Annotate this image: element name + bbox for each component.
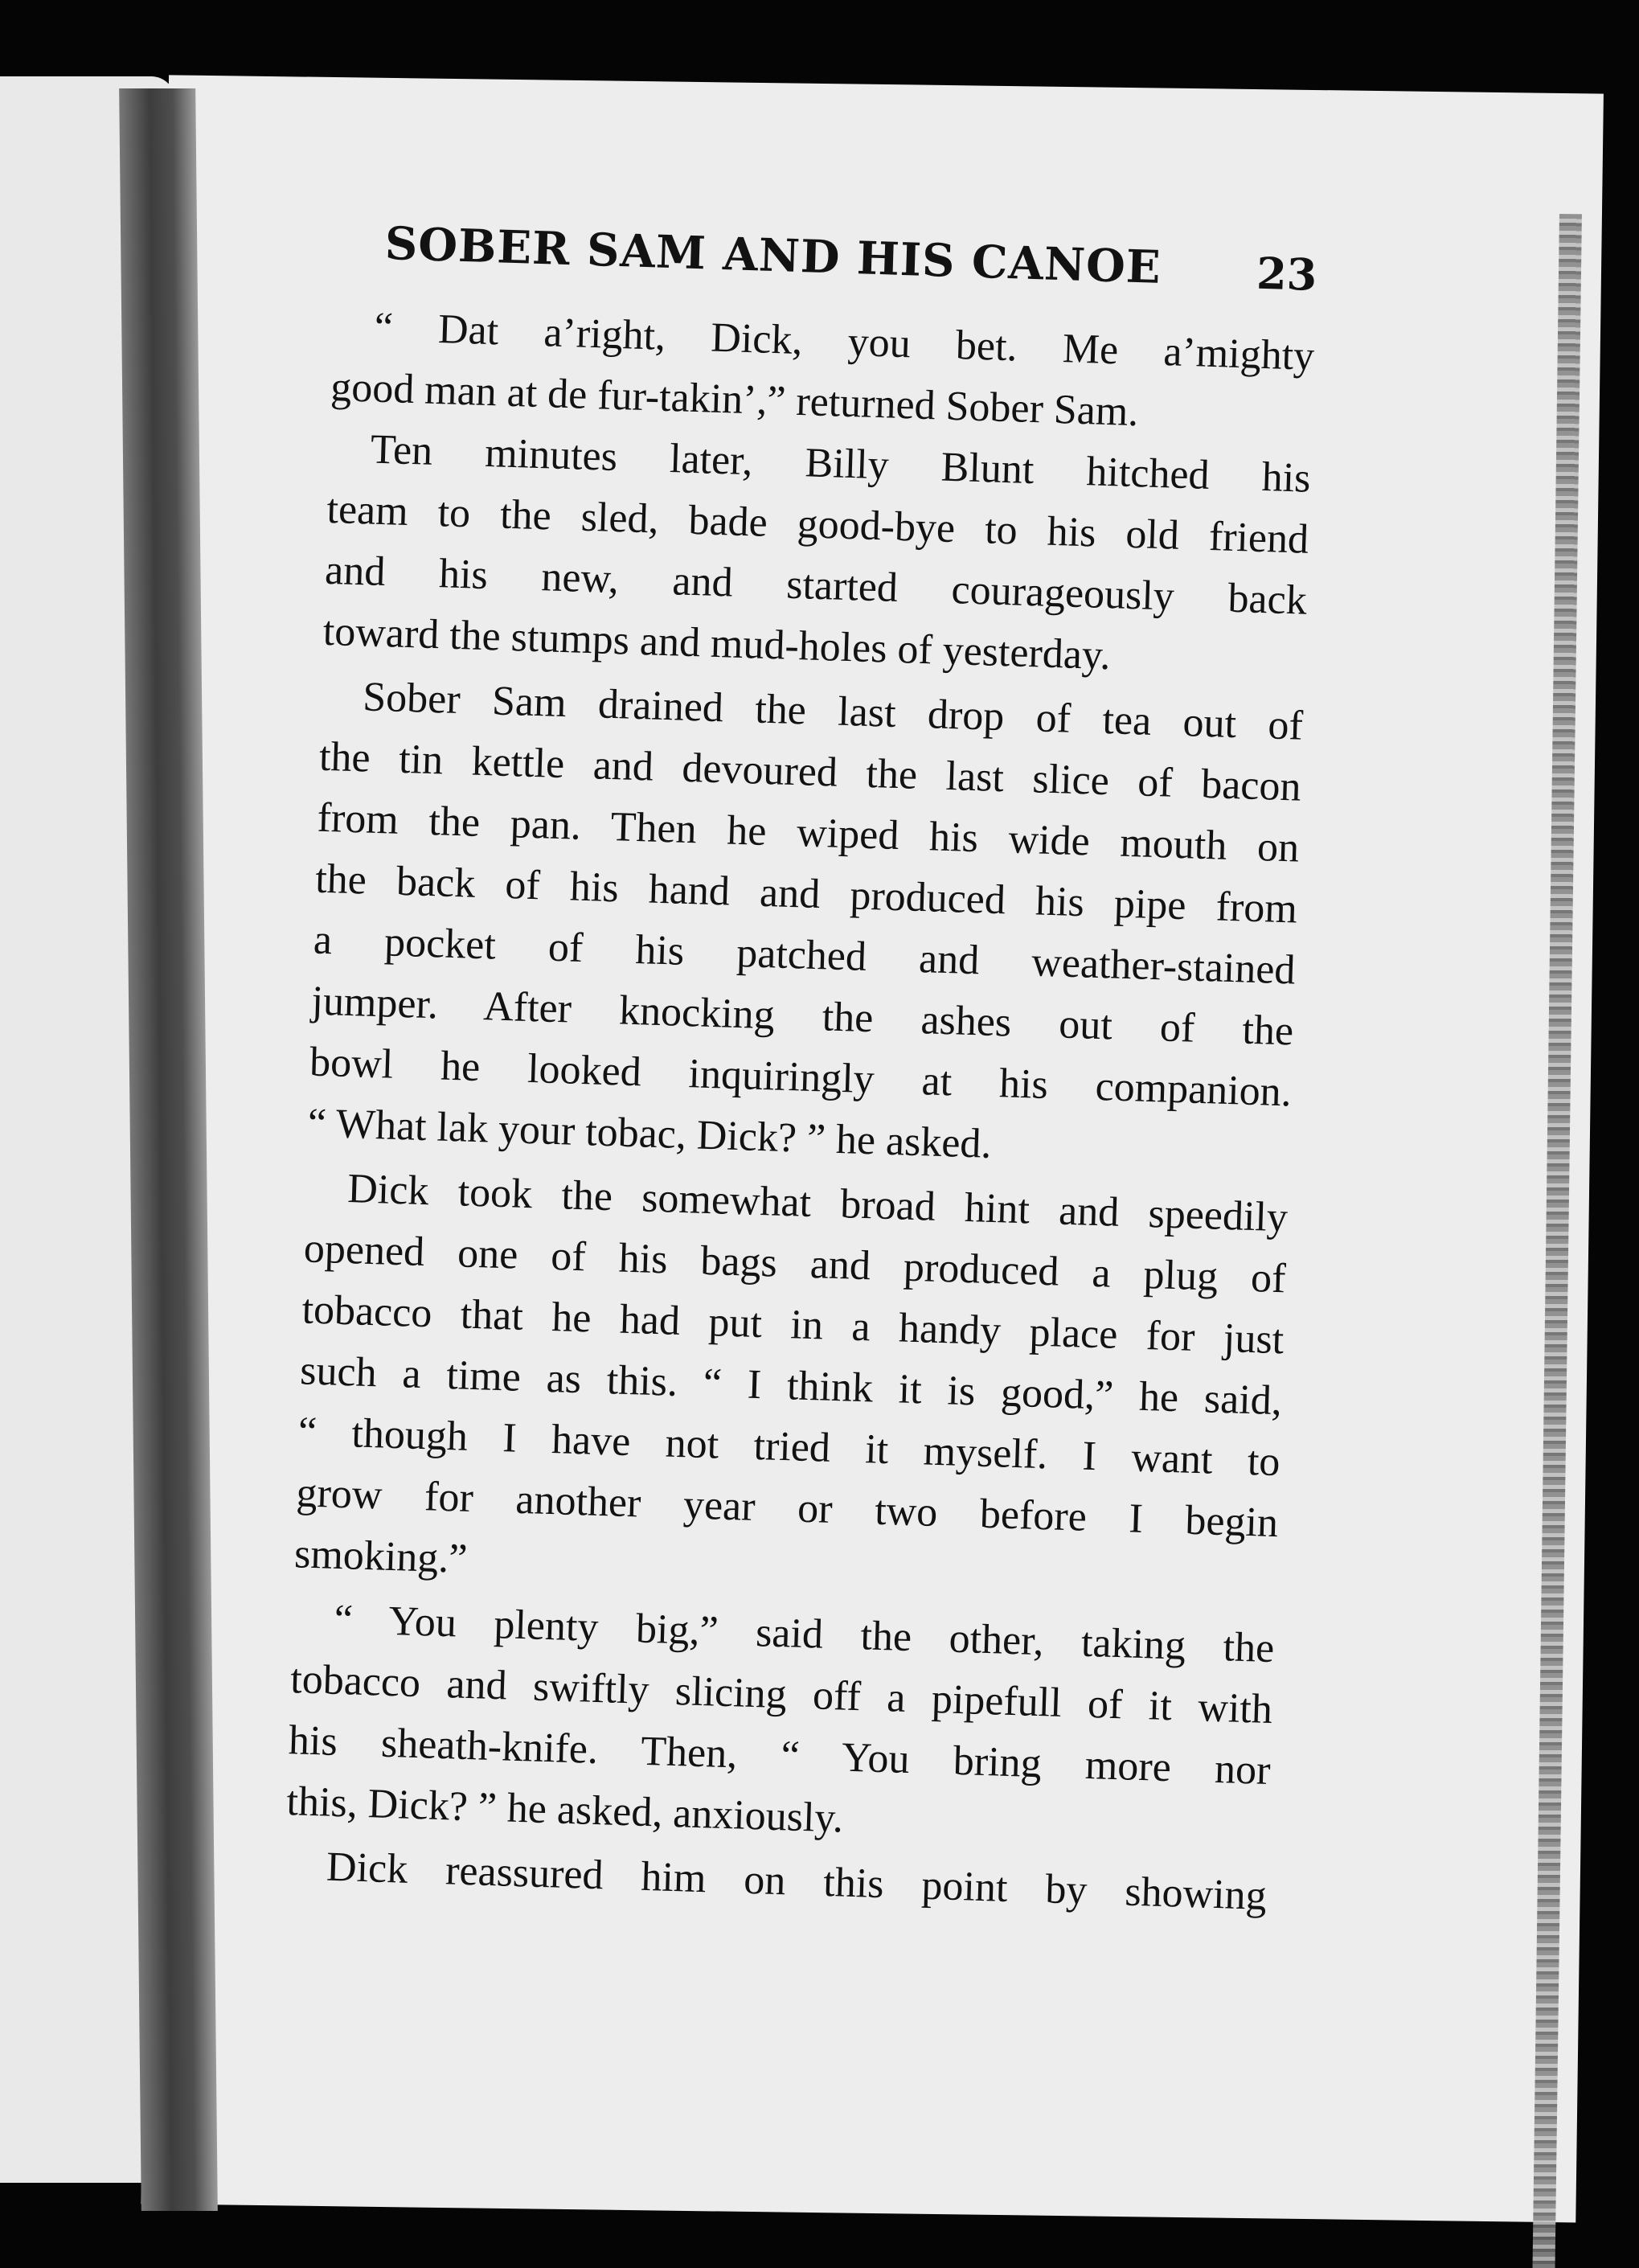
text-line: Ten minutes later, Billy Blunt hitched his xyxy=(370,426,1312,502)
paragraph-4 xyxy=(293,1157,1289,1615)
text-line: Dick reassured him on this point by showing xyxy=(326,1844,1268,1919)
page-text-block xyxy=(284,215,1317,1927)
text-line: opened one of his bags and produced a plug of xyxy=(303,1225,1287,1302)
text-line: from the pan. Then he wiped his wide mouth on xyxy=(316,794,1301,872)
page-stack-edge xyxy=(1532,214,1582,2268)
text-line: smoking.” xyxy=(293,1531,469,1582)
text-line: such a time as this. “ I think it is good,” he said, xyxy=(299,1347,1283,1425)
text-line: good man at de fur-takin’,” returned Sober Sam. xyxy=(330,363,1140,436)
text-line: jumper. After knocking the ashes out of the xyxy=(310,978,1294,1055)
paragraph-5 xyxy=(286,1588,1276,1863)
text-line: “ Dat a’right, Dick, you bet. Me a’mighty xyxy=(373,304,1316,379)
text-line: tobacco that he had put in a handy place for just xyxy=(301,1286,1285,1364)
text-line: “ What lak your tobac, Dick? ” he asked. xyxy=(307,1100,993,1167)
text-line: grow for another year or two before I begin xyxy=(295,1470,1279,1547)
text-line: “ You plenty big,” said the other, taking the xyxy=(333,1596,1276,1672)
text-line: and his new, and started courageously back xyxy=(324,547,1308,624)
text-line: bowl he looked inquiringly at his companion. xyxy=(309,1039,1293,1116)
text-line: his sheath-knife. Then, “ You bring more nor xyxy=(288,1717,1272,1794)
text-line: the back of his hand and produced his pipe from xyxy=(314,855,1298,933)
text-line: the tin kettle and devoured the last slice of bacon xyxy=(318,733,1302,810)
text-line: this, Dick? ” he asked, anxiously. xyxy=(285,1778,844,1842)
paragraph-2 xyxy=(322,418,1312,693)
paragraph-3 xyxy=(307,666,1304,1185)
text-line: a pocket of his patched and weather-stained xyxy=(313,917,1297,994)
text-line: Sober Sam drained the last drop of tea out of xyxy=(362,674,1304,749)
text-line: “ though I have not tried it myself. I want to xyxy=(297,1409,1281,1486)
text-line: toward the stumps and mud-holes of yesterday. xyxy=(322,608,1112,679)
text-line: tobacco and swiftly slicing off a pipefull of it with xyxy=(289,1656,1273,1733)
page-number: 23 xyxy=(1256,247,1318,301)
text-line: Dick took the somewhat broad hint and speedily xyxy=(346,1166,1289,1241)
running-head-title: SOBER SAM AND HIS CANOE xyxy=(383,216,1162,294)
text-line: team to the sled, bade good-bye to his old friend xyxy=(326,486,1309,563)
